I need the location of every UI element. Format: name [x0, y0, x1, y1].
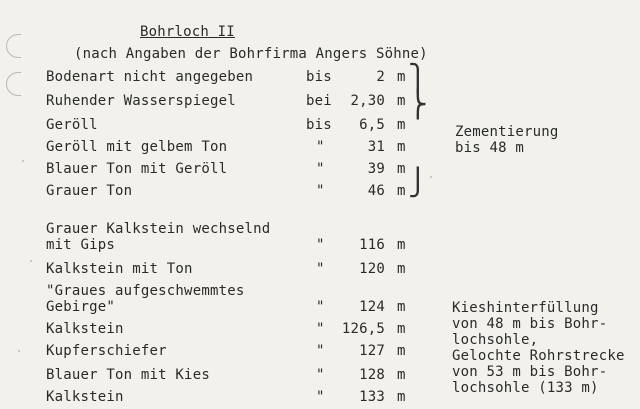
layer-depth-unit: m: [397, 299, 406, 315]
brace-cementing: ⎫: [410, 64, 426, 94]
document-subtitle: (nach Angaben der Bohrfirma Angers Söhne): [74, 46, 428, 62]
layer-preposition: ": [316, 237, 325, 253]
layer-depth-unit: m: [397, 183, 406, 199]
layer-depth-unit: m: [397, 69, 406, 85]
layer-depth-value: 128: [359, 367, 385, 383]
layer-depth-value: 46: [367, 183, 385, 199]
layer-preposition: ": [316, 183, 325, 199]
layer-material: Kupferschiefer: [46, 343, 167, 359]
layer-preposition: ": [316, 261, 325, 277]
layer-material: "Graues aufgeschwemmtes Gebirge": [46, 283, 245, 315]
layer-depth-value: 2,30: [350, 93, 385, 109]
layer-material: Blauer Ton mit Geröll: [46, 161, 228, 177]
note-gravel-pack: Kieshinterfüllung von 48 m bis Bohr- lochsohle, Gelochte Rohrstrecke von 53 m bis Bohr- lochsohle (133 m): [452, 300, 625, 396]
layer-preposition: ": [316, 367, 325, 383]
layer-material: Ruhender Wasserspiegel: [46, 93, 236, 109]
layer-preposition: ": [316, 139, 325, 155]
layer-depth-value: 116: [359, 237, 385, 253]
layer-depth-unit: m: [397, 389, 406, 405]
layer-material: Kalkstein: [46, 389, 124, 405]
scan-speck: [18, 350, 20, 352]
layer-material: Geröll mit gelbem Ton: [46, 139, 228, 155]
scan-speck: [22, 160, 24, 162]
layer-depth-value: 6,5: [359, 117, 385, 133]
layer-depth-unit: m: [397, 117, 406, 133]
layer-preposition: ": [316, 299, 325, 315]
layer-depth-unit: m: [397, 261, 406, 277]
layer-depth-unit: m: [397, 139, 406, 155]
layer-preposition: bei: [306, 93, 332, 109]
document-title: Bohrloch II: [140, 24, 235, 40]
layer-material: Kalkstein mit Ton: [46, 261, 193, 277]
layer-depth-value: 31: [367, 139, 385, 155]
brace-cementing-mid: ⎬: [410, 90, 426, 120]
layer-depth-value: 126,5: [341, 321, 385, 337]
layer-depth-value: 120: [359, 261, 385, 277]
layer-material: Grauer Kalkstein wechselnd mit Gips: [46, 221, 271, 253]
layer-depth-unit: m: [397, 237, 406, 253]
layer-depth-unit: m: [397, 343, 406, 359]
layer-preposition: ": [316, 161, 325, 177]
layer-material: Grauer Ton: [46, 183, 133, 199]
punch-hole-top: [6, 34, 21, 58]
layer-depth-unit: m: [397, 321, 406, 337]
layer-depth-value: 39: [367, 161, 385, 177]
layer-depth-value: 124: [359, 299, 385, 315]
layer-depth-value: 2: [376, 69, 385, 85]
layer-material: Kalkstein: [46, 321, 124, 337]
layer-depth-unit: m: [397, 93, 406, 109]
layer-preposition: bis: [306, 69, 332, 85]
layer-material: Bodenart nicht angegeben: [46, 69, 254, 85]
layer-depth-unit: m: [397, 161, 406, 177]
punch-hole-middle: [6, 72, 21, 96]
layer-preposition: ": [316, 389, 325, 405]
layer-depth-value: 133: [359, 389, 385, 405]
scan-speck: [30, 260, 32, 262]
layer-preposition: ": [316, 343, 325, 359]
scan-speck: [430, 176, 432, 178]
layer-depth-value: 127: [359, 343, 385, 359]
note-cementing: Zementierung bis 48 m: [455, 124, 559, 156]
layer-material: Blauer Ton mit Kies: [46, 367, 210, 383]
layer-preposition: ": [316, 321, 325, 337]
layer-preposition: bis: [306, 117, 332, 133]
layer-depth-unit: m: [397, 367, 406, 383]
layer-material: Geröll: [46, 117, 98, 133]
brace-cementing-bottom: ⎭: [410, 168, 426, 198]
